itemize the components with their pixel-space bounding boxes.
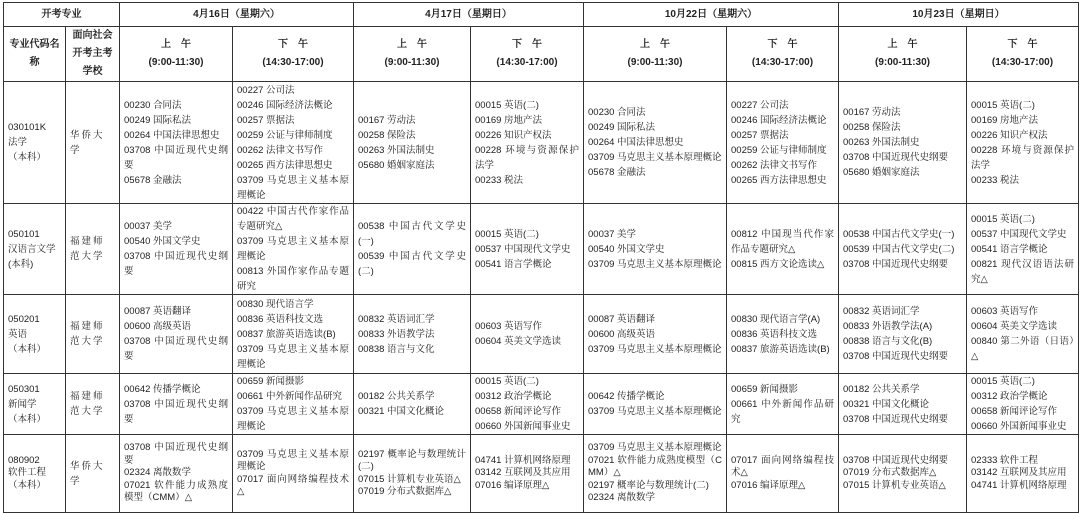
header-row-sessions <box>4 27 1079 82</box>
course-item: 05680 婚姻家庭法 <box>358 159 435 171</box>
session-cell <box>471 435 584 513</box>
major-code: 050201 <box>8 313 40 325</box>
session-time: (14:30-17:00) <box>496 57 558 68</box>
session-cell <box>354 374 471 435</box>
session-header <box>354 27 471 82</box>
course-item: 05680 婚姻家庭法 <box>843 167 920 178</box>
course-item: 00258 保险法 <box>358 129 416 141</box>
course-item: 03708 中国近现代史纲要 <box>843 351 949 362</box>
course-item: 00257 票据法 <box>731 129 789 141</box>
school-cell: 福建师范大学 <box>66 374 120 435</box>
major-cell <box>4 82 66 204</box>
session-cell <box>839 82 967 204</box>
course-item: 02197 概率论与数理统计(二) <box>358 448 466 472</box>
course-item: 00263 外国法制史 <box>358 144 435 156</box>
course-item: 03709 马克思主义基本原理概论 <box>588 442 722 454</box>
major-name: 新闻学 <box>8 398 37 410</box>
course-item: 03708 中国近现代史纲要 <box>124 251 228 277</box>
course-item: 00265 西方法律思想史 <box>731 174 827 186</box>
session-cell <box>727 295 839 374</box>
session-cell <box>354 435 471 513</box>
course-item: 05678 金融法 <box>588 167 646 178</box>
course-item: 03708 中国近现代史纲要 <box>843 258 949 270</box>
course-item: 03708 中国近现代史纲要 <box>124 398 228 425</box>
course-item: 00259 公证与律师制度 <box>237 129 333 141</box>
date-header: 10月22日（星期六） <box>584 3 839 27</box>
course-item: 00540 外国文学史 <box>124 236 201 247</box>
course-item: 00228 环境与资源保护法学 <box>475 144 579 171</box>
session-name: 下 午 <box>1007 39 1038 50</box>
exam-schedule-table <box>3 2 1079 513</box>
table-row <box>4 204 1079 295</box>
course-item: 00661 中外新闻作品研究 <box>237 391 343 402</box>
session-cell <box>120 435 233 513</box>
course-item: 02333 软件工程 <box>971 454 1039 466</box>
course-item: 00538 中国古代文学史(一) <box>358 221 466 247</box>
session-cell <box>967 82 1079 204</box>
course-item: 00600 高级英语 <box>124 321 192 332</box>
session-cell <box>967 204 1079 295</box>
course-item: 00258 保险法 <box>843 122 901 133</box>
session-name: 下 午 <box>767 39 798 50</box>
session-cell <box>584 204 727 295</box>
course-item: 07015 计算机专业英语△ <box>358 473 461 485</box>
session-time: (14:30-17:00) <box>262 57 324 68</box>
session-time: (14:30-17:00) <box>751 57 814 68</box>
code-name-header: 专业代码名称 <box>4 27 66 82</box>
course-item: 00226 知识产权法 <box>971 129 1048 141</box>
course-item: 00169 房地产法 <box>971 114 1039 126</box>
session-cell <box>354 204 471 295</box>
course-item: 00832 英语词汇学 <box>358 313 435 325</box>
session-cell <box>584 82 727 204</box>
session-header <box>727 27 839 82</box>
major-cell <box>4 295 66 374</box>
course-item: 00838 语言与文化 <box>358 343 435 355</box>
course-item: 03709 马克思主义基本原理概论 <box>588 406 722 417</box>
course-item: 03709 马克思主义基本原理概论 <box>237 236 349 262</box>
course-item: 02197 概率论与数理统计(二) <box>588 479 709 491</box>
course-item: 00257 票据法 <box>237 114 295 126</box>
course-item: 00815 西方文论选读△ <box>731 258 825 270</box>
major-name: 法学 <box>8 137 28 148</box>
course-item: 07021 软件能力成熟度模型（CMM）△ <box>588 454 722 479</box>
course-item: 00538 中国古代文学史(一) <box>843 228 955 240</box>
course-item: 03142 互联网及其应用 <box>475 467 571 479</box>
major-name: 英语 <box>8 328 28 340</box>
course-item: 00312 政治学概论 <box>475 391 552 402</box>
course-item: 00830 现代语言学(A) <box>731 313 821 325</box>
table-row <box>4 374 1079 435</box>
course-item: 03708 中国近现代史纲要 <box>124 336 228 362</box>
course-item: 04741 计算机网络原理 <box>475 454 571 466</box>
major-group-header: 开考专业 <box>4 3 120 27</box>
session-header <box>471 27 584 82</box>
course-item: 00603 英语写作 <box>475 321 543 332</box>
course-item: 00539 中国古代文学史(二) <box>843 243 955 255</box>
course-item: 00264 中国法律思想史 <box>588 137 684 148</box>
course-item: 00658 新闻评论写作 <box>475 406 562 417</box>
course-item: 00642 传播学概论 <box>124 383 201 395</box>
course-item: 00658 新闻评论写作 <box>971 406 1058 417</box>
course-item: 03708 中国近现代史纲要 <box>124 442 228 466</box>
school-cell: 华侨大学 <box>66 435 120 513</box>
session-name: 上 午 <box>397 39 427 50</box>
course-item: 00312 政治学概论 <box>971 391 1048 402</box>
course-item: 05678 金融法 <box>124 174 182 186</box>
course-item: 00600 高级英语 <box>588 328 656 340</box>
course-item: 00833 外语教学法(A) <box>843 321 933 332</box>
session-cell <box>584 374 727 435</box>
course-item: 00603 英语写作 <box>971 306 1039 317</box>
course-item: 00838 语言与文化(B) <box>843 336 933 347</box>
course-item: 00659 新闻摄影 <box>731 383 799 395</box>
course-item: 00840 第二外语（日语）△ <box>971 336 1074 362</box>
course-item: 03709 马克思主义基本原理概论 <box>237 174 349 201</box>
course-item: 00015 英语(二) <box>475 99 539 111</box>
course-item: 03709 马克思主义基本原理概论 <box>588 343 722 355</box>
course-item: 00642 传播学概论 <box>588 391 665 402</box>
course-item: 00246 国际经济法概论 <box>237 99 333 111</box>
table-row <box>4 82 1079 204</box>
major-level: （本科） <box>8 479 47 491</box>
course-item: 00541 语言学概论 <box>971 243 1048 255</box>
course-item: 00087 英语翻译 <box>124 306 192 317</box>
session-cell <box>584 295 727 374</box>
course-item: 03142 互联网及其应用 <box>971 467 1067 479</box>
session-cell <box>471 204 584 295</box>
course-item: 00015 英语(二) <box>971 376 1035 387</box>
course-item: 00837 旅游英语选读(B) <box>237 328 336 340</box>
course-item: 02324 离散数学 <box>588 492 656 504</box>
course-item: 00540 外国文学史 <box>588 243 665 255</box>
course-item: 00228 环境与资源保护法学 <box>971 144 1074 171</box>
course-item: 00264 中国法律思想史 <box>124 129 220 141</box>
course-item: 00660 外国新闻事业史 <box>475 421 571 432</box>
session-cell <box>120 204 233 295</box>
course-item: 00541 语言学概论 <box>475 258 552 270</box>
course-item: 00604 英美文学选读 <box>475 336 562 347</box>
course-item: 03709 马克思主义基本原理概论 <box>237 406 349 432</box>
major-code: 030101K <box>8 122 47 133</box>
session-cell <box>120 374 233 435</box>
course-item: 07017 面向网络编程技术△ <box>731 454 834 479</box>
major-level: (本科) <box>8 258 34 270</box>
course-item: 00830 现代语言学 <box>237 298 314 310</box>
school-cell: 福建师范大学 <box>66 204 120 295</box>
course-item: 00265 西方法律思想史 <box>237 159 333 171</box>
course-item: 00539 中国古代文学史(二) <box>358 251 466 277</box>
course-item: 00837 旅游英语选读(B) <box>731 343 830 355</box>
course-item: 03708 中国近现代史纲要 <box>124 144 228 171</box>
course-item: 00262 法律文书写作 <box>731 159 818 171</box>
session-cell <box>233 435 354 513</box>
school-cell: 华侨大学 <box>66 82 120 204</box>
course-item: 00812 中国现当代作家作品专题研究△ <box>731 228 834 255</box>
session-cell <box>967 374 1079 435</box>
session-cell <box>233 295 354 374</box>
course-item: 00037 美学 <box>124 221 173 232</box>
session-header <box>233 27 354 82</box>
session-name: 上 午 <box>640 39 670 50</box>
major-cell <box>4 204 66 295</box>
course-item: 07019 分布式数据库△ <box>843 467 937 479</box>
session-time: (14:30-17:00) <box>991 57 1054 68</box>
course-item: 00230 合同法 <box>124 99 182 111</box>
major-level: （本科） <box>8 413 47 425</box>
major-code: 050101 <box>8 228 40 240</box>
session-cell <box>354 82 471 204</box>
course-item: 00227 公司法 <box>237 84 295 96</box>
session-cell <box>839 435 967 513</box>
session-time: (9:00-11:30) <box>627 57 683 68</box>
session-time: (9:00-11:30) <box>384 57 440 68</box>
session-header <box>584 27 727 82</box>
course-item: 03709 马克思主义基本原理概论 <box>588 258 722 270</box>
session-cell <box>471 82 584 204</box>
course-item: 00422 中国古代作家作品专题研究△ <box>237 206 349 232</box>
course-item: 00537 中国现代文学史 <box>475 243 571 255</box>
course-item: 07021 软件能力成熟度模型（CMM）△ <box>124 479 228 504</box>
session-cell <box>967 435 1079 513</box>
session-cell <box>233 374 354 435</box>
course-item: 00262 法律文书写作 <box>237 144 324 156</box>
course-item: 03709 马克思主义基本原理概论 <box>237 448 349 472</box>
course-item: 00226 知识产权法 <box>475 129 552 141</box>
course-item: 00263 外国法制史 <box>843 137 920 148</box>
course-item: 00821 现代汉语语法研究△ <box>971 258 1074 285</box>
session-cell <box>839 374 967 435</box>
session-cell <box>120 82 233 204</box>
session-name: 下 午 <box>278 39 308 50</box>
course-item: 00259 公证与律师制度 <box>731 144 827 156</box>
course-item: 00087 英语翻译 <box>588 313 656 325</box>
major-name: 汉语言文学 <box>8 243 56 255</box>
session-cell <box>471 295 584 374</box>
course-item: 07017 面向网络编程技术△ <box>237 473 349 497</box>
major-cell <box>4 374 66 435</box>
session-name: 上 午 <box>887 39 918 50</box>
course-item: 00015 英语(二) <box>475 376 539 387</box>
course-item: 00321 中国文化概论 <box>358 406 445 417</box>
session-header <box>120 27 233 82</box>
course-item: 00015 英语(二) <box>971 213 1035 225</box>
session-time: (9:00-11:30) <box>874 57 931 68</box>
course-item: 03709 马克思主义基本原理概论 <box>237 343 349 370</box>
school-header: 面向社会开考主考学校 <box>66 27 120 82</box>
major-level: （本科） <box>8 343 47 355</box>
course-item: 00249 国际私法 <box>588 122 656 133</box>
header-row-dates <box>4 3 1079 27</box>
session-name: 下 午 <box>512 39 542 50</box>
course-item: 07019 分布式数据库△ <box>358 486 452 497</box>
course-item: 00167 劳动法 <box>843 107 901 118</box>
course-item: 00230 合同法 <box>588 107 646 118</box>
course-item: 00813 外国作家作品专题研究 <box>237 266 349 292</box>
session-cell <box>233 204 354 295</box>
session-header <box>967 27 1079 82</box>
course-item: 00832 英语词汇学 <box>843 306 920 317</box>
course-item: 00182 公共关系学 <box>358 391 435 402</box>
course-item: 00321 中国文化概论 <box>843 398 930 410</box>
session-cell <box>967 295 1079 374</box>
date-header: 4月16日（星期六） <box>120 3 354 27</box>
session-cell <box>839 295 967 374</box>
course-item: 00660 外国新闻事业史 <box>971 421 1067 432</box>
course-item: 07015 计算机专业英语△ <box>843 479 946 491</box>
course-item: 00227 公司法 <box>731 99 789 111</box>
course-item: 00836 英语科技文选 <box>237 313 324 325</box>
course-item: 03708 中国近现代史纲要 <box>843 152 949 163</box>
session-cell <box>727 435 839 513</box>
major-code: 050301 <box>8 383 40 395</box>
course-item: 00537 中国现代文学史 <box>971 228 1067 240</box>
session-header <box>839 27 967 82</box>
course-item: 00604 英美文学选读 <box>971 321 1058 332</box>
course-item: 03708 中国近现代史纲要 <box>843 413 949 425</box>
course-item: 00661 中外新闻作品研究 <box>731 398 834 425</box>
course-item: 07016 编译原理△ <box>731 479 806 491</box>
course-item: 00246 国际经济法概论 <box>731 114 827 126</box>
course-item: 00015 英语(二) <box>475 228 539 240</box>
course-item: 03708 中国近现代史纲要 <box>843 454 949 466</box>
course-item: 00833 外语教学法 <box>358 328 435 340</box>
course-item: 00169 房地产法 <box>475 114 543 126</box>
session-cell <box>354 295 471 374</box>
session-cell <box>727 374 839 435</box>
course-item: 00182 公共关系学 <box>843 383 920 395</box>
major-name: 软件工程 <box>8 467 47 479</box>
course-item: 07016 编译原理△ <box>475 479 550 491</box>
session-cell <box>839 204 967 295</box>
session-cell <box>471 374 584 435</box>
session-name: 上 午 <box>161 39 191 50</box>
school-cell: 福建师范大学 <box>66 295 120 374</box>
course-item: 04741 计算机网络原理 <box>971 479 1067 491</box>
session-cell <box>584 435 727 513</box>
session-cell <box>727 82 839 204</box>
date-header: 4月17日（星期日） <box>354 3 584 27</box>
major-level: （本科） <box>8 152 47 163</box>
course-item: 00233 税法 <box>971 174 1020 186</box>
course-item: 00167 劳动法 <box>358 114 416 126</box>
course-item: 00659 新闻摄影 <box>237 376 305 387</box>
course-item: 00015 英语(二) <box>971 99 1035 111</box>
course-item: 00836 英语科技文选 <box>731 328 818 340</box>
course-item: 00037 美学 <box>588 228 637 240</box>
major-cell <box>4 435 66 513</box>
session-cell <box>233 82 354 204</box>
table-row <box>4 295 1079 374</box>
course-item: 03709 马克思主义基本原理概论 <box>588 152 722 163</box>
session-cell <box>727 204 839 295</box>
table-row <box>4 435 1079 513</box>
course-item: 02324 离散数学 <box>124 467 192 479</box>
course-item: 00249 国际私法 <box>124 114 192 126</box>
date-header: 10月23日（星期日） <box>839 3 1079 27</box>
session-cell <box>120 295 233 374</box>
course-item: 00233 税法 <box>475 174 524 186</box>
session-time: (9:00-11:30) <box>148 57 204 68</box>
major-code: 080902 <box>8 454 40 466</box>
